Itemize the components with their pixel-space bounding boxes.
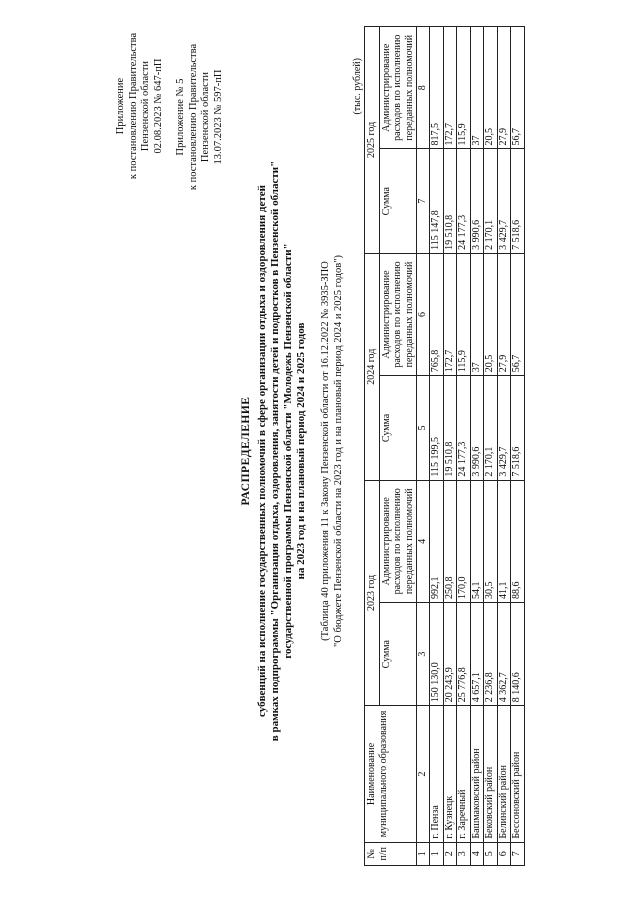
appendix-line: Пензенской области (200, 71, 211, 163)
sum-2024: 19 510,8 (443, 376, 457, 480)
title-line: государственной программы Пензенской области "Молодежь Пензенской области" (282, 243, 294, 659)
header-year-2023: 2023 год (365, 480, 380, 706)
column-number: 8 (417, 27, 430, 150)
column-number: 5 (417, 376, 430, 480)
title-main: РАСПРЕДЕЛЕНИЕ (240, 396, 252, 506)
sum-2023: 25 776,8 (457, 603, 471, 706)
admin-2025: 56,7 (511, 27, 525, 150)
sum-2024: 3 990,6 (470, 376, 484, 480)
sum-2025: 3 429,7 (497, 149, 511, 253)
sum-2024: 24 177,3 (457, 376, 471, 480)
sum-2025: 24 177,3 (457, 149, 471, 253)
unit-label: (тыс. рублей) (352, 58, 363, 115)
column-number: 1 (417, 842, 430, 865)
header-year-2025: 2025 год (365, 27, 380, 254)
admin-2024: 56,7 (511, 253, 525, 375)
header-row-years (365, 27, 380, 866)
source-line: "О бюджете Пензенской области на 2023 год и на плановый период 2024 и 2025 годов") (332, 254, 344, 648)
appendix-line: 02.08.2023 № 647-пП (152, 58, 164, 154)
admin-2024: 115,9 (457, 253, 471, 375)
sum-2023: 2 236,8 (484, 603, 498, 706)
row-number: 6 (497, 842, 511, 865)
admin-2023: 41,1 (497, 480, 511, 602)
admin-2025: 115,9 (457, 27, 471, 150)
admin-2025: 172,7 (443, 27, 457, 150)
sum-2025: 19 510,8 (443, 149, 457, 253)
admin-2024: 37 (470, 253, 484, 375)
sum-2023: 4 657,1 (470, 603, 484, 706)
appendix-line: к постановлению Правительства (127, 32, 139, 180)
sum-2023: 20 243,9 (443, 603, 457, 706)
admin-2024: 765,8 (430, 253, 444, 375)
municipality-name: Бессоновский район (511, 706, 525, 842)
title-line: субвенций на исполнение государственных полномочий в сфере организации отдыха и оздоровления детей (256, 185, 268, 718)
admin-2023: 170,0 (457, 480, 471, 602)
title-line: в рамках подпрограммы "Организация отдыха, оздоровления, занятости детей и подростков в Пензенской области" (269, 160, 281, 742)
admin-2025: 20,5 (484, 27, 498, 150)
row-number: 4 (470, 842, 484, 865)
sum-2024: 2 170,1 (484, 376, 498, 480)
header-sum: Сумма (379, 376, 417, 480)
header-sum: Сумма (379, 149, 417, 253)
municipality-name: г. Пенза (430, 706, 444, 842)
row-number: 2 (443, 842, 457, 865)
column-number: 3 (417, 603, 430, 706)
admin-2023: 30,5 (484, 480, 498, 602)
appendix-line: к постановлению Правительства (187, 43, 199, 191)
admin-2025: 817,5 (430, 27, 444, 150)
row-number: 1 (430, 842, 444, 865)
header-admin: Администрирование расходов по исполнению переданных полномочий (379, 480, 417, 602)
admin-2025: 27,9 (497, 27, 511, 150)
header-admin: Администрирование расходов по исполнению переданных полномочий (379, 253, 417, 375)
admin-2023: 54,1 (470, 480, 484, 602)
appendix-previous (175, 0, 225, 234)
sum-2023: 4 362,7 (497, 603, 511, 706)
appendix-line: Приложение (115, 77, 126, 135)
header-year-2024: 2024 год (365, 253, 380, 480)
document-title (240, 66, 308, 836)
table-row (511, 27, 525, 866)
admin-2024: 27,9 (497, 253, 511, 375)
appendix-line: Пензенской области (140, 60, 151, 152)
municipality-name: г. Заречный (457, 706, 471, 842)
distribution-table (364, 26, 525, 866)
source-reference (320, 56, 345, 846)
column-number-row (417, 27, 430, 866)
sum-2025: 3 990,6 (470, 149, 484, 253)
admin-2023: 88,6 (511, 480, 525, 602)
admin-2023: 250,8 (443, 480, 457, 602)
source-line: (Таблица 40 приложения 11 к Закону Пензенской области от 16.12.2022 № 3935-ЗПО (320, 261, 331, 641)
header-municipality: Наименование муниципального образования (365, 706, 417, 842)
municipality-name: г. Кузнецк (443, 706, 457, 842)
table-row (497, 27, 511, 866)
table-row (484, 27, 498, 866)
column-number: 2 (417, 706, 430, 842)
table-row (430, 27, 444, 866)
column-number: 7 (417, 149, 430, 253)
header-admin: Администрирование расходов по исполнению переданных полномочий (379, 27, 417, 150)
sum-2025: 115 147,8 (430, 149, 444, 253)
sum-2025: 7 518,6 (511, 149, 525, 253)
admin-2025: 37 (470, 27, 484, 150)
header-sum: Сумма (379, 603, 417, 706)
municipality-name: Белинский район (497, 706, 511, 842)
admin-2024: 20,5 (484, 253, 498, 375)
municipality-name: Бековский район (484, 706, 498, 842)
sum-2024: 7 518,6 (511, 376, 525, 480)
appendix-current (115, 1, 165, 211)
row-number: 3 (457, 842, 471, 865)
sum-2023: 8 140,6 (511, 603, 525, 706)
sum-2024: 115 199,5 (430, 376, 444, 480)
sum-2024: 3 429,7 (497, 376, 511, 480)
appendix-line: 13.07.2023 № 597-пП (212, 69, 224, 165)
table-row (470, 27, 484, 866)
admin-2023: 992,1 (430, 480, 444, 602)
sum-2023: 150 130,0 (430, 603, 444, 706)
sum-2025: 2 170,1 (484, 149, 498, 253)
admin-2024: 172,7 (443, 253, 457, 375)
municipality-name: Башмаковский район (470, 706, 484, 842)
title-line: на 2023 год и на плановый период 2024 и 2025 годов (295, 322, 307, 580)
row-number: 7 (511, 842, 525, 865)
column-number: 6 (417, 253, 430, 375)
appendix-line: Приложение № 5 (175, 78, 186, 156)
table-row (443, 27, 457, 866)
row-number: 5 (484, 842, 498, 865)
header-number: № п/п (365, 842, 417, 865)
column-number: 4 (417, 480, 430, 602)
table-row (457, 27, 471, 866)
